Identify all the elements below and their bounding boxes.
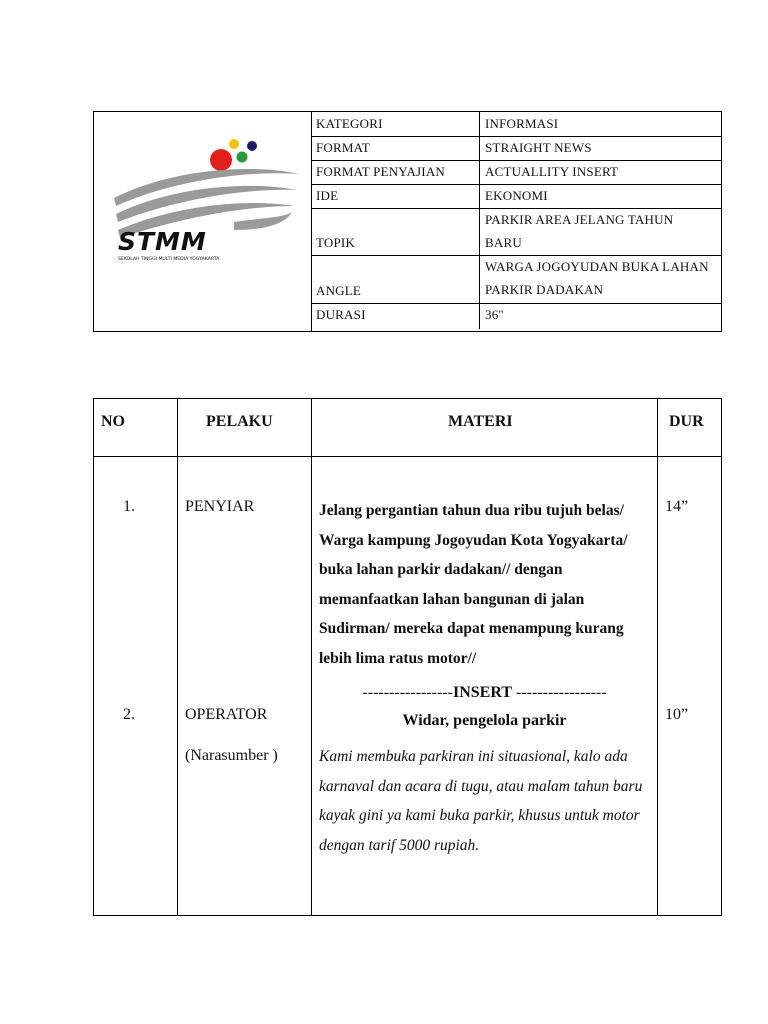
row-1-materi: Jelang pergantian tahun dua ribu tujuh belas/ Warga kampung Jogoyudan Kota Yogyakarta/ buka lahan parkir dadakan// dengan memanfaatkan lahan bangunan di jalan Sudirman/ mereka dapat menampung kurang lebih lima ratus motor//: [319, 502, 628, 667]
info-value: ACTUALLITY INSERT: [485, 164, 619, 179]
info-row-kategori: [311, 112, 721, 137]
info-row-durasi: [311, 303, 721, 329]
header-divider: [94, 456, 721, 457]
info-key: FORMAT: [311, 136, 480, 160]
header-materi: MATERI: [448, 413, 513, 430]
info-row-format-penyajian: [311, 160, 721, 185]
logo-cell: [94, 112, 312, 331]
info-key: ANGLE: [311, 255, 480, 303]
source-name: Widar, pengelola parkir: [402, 712, 567, 729]
stmm-logo: [94, 122, 311, 272]
info-table: [93, 111, 722, 332]
row-1-no: 1.: [123, 498, 135, 515]
row-2-dur: 10”: [665, 706, 689, 723]
info-key: DURASI: [311, 303, 480, 329]
info-value: INFORMASI: [485, 116, 559, 131]
logo-tagline: SEKOLAH TINGGI MULTI MEDIA YOGYAKARTA: [118, 257, 220, 262]
insert-marker: [312, 684, 657, 702]
insert-suffix: -----------------: [512, 684, 607, 701]
info-key: FORMAT PENYAJIAN: [311, 160, 480, 184]
row-1-dur: 14”: [665, 498, 689, 515]
info-key: KATEGORI: [311, 112, 480, 136]
insert-label: INSERT: [452, 684, 512, 701]
info-key: TOPIK: [311, 208, 480, 255]
info-row-format: [311, 136, 721, 161]
info-value: EKONOMI: [485, 188, 548, 203]
insert-prefix: -----------------: [362, 684, 453, 701]
row-2-materi-quote: Kami membuka parkiran ini situasional, kalo ada karnaval dan acara di tugu, atau malam tahun baru kayak gini ya kami buka parkir, khusus untuk motor dengan tarif 5000 rupiah.: [319, 748, 643, 854]
header-no: NO: [101, 413, 125, 430]
column-divider: [311, 399, 312, 915]
info-value: WARGA JOGOYUDAN BUKA LAHAN PARKIR DADAKAN: [485, 259, 709, 297]
header-pelaku: PELAKU: [206, 413, 273, 430]
row-2-no: 2.: [123, 706, 135, 723]
info-value: PARKIR AREA JELANG TAHUN BARU: [485, 212, 674, 250]
row-2-pelaku: OPERATOR: [185, 706, 268, 723]
info-key: IDE: [311, 184, 480, 208]
row-2-pelaku-note: (Narasumber ): [185, 747, 278, 764]
header-dur: DUR: [669, 413, 704, 430]
column-divider: [177, 399, 178, 915]
info-value: 36": [485, 307, 504, 322]
row-1-pelaku: PENYIAR: [185, 498, 255, 515]
logo-brand-text: STMM: [118, 227, 207, 256]
info-row-ide: [311, 184, 721, 209]
column-divider: [657, 399, 658, 915]
script-table: [93, 398, 722, 916]
info-row-angle: [311, 255, 721, 304]
info-value: STRAIGHT NEWS: [485, 140, 592, 155]
info-row-topik: [311, 208, 721, 256]
